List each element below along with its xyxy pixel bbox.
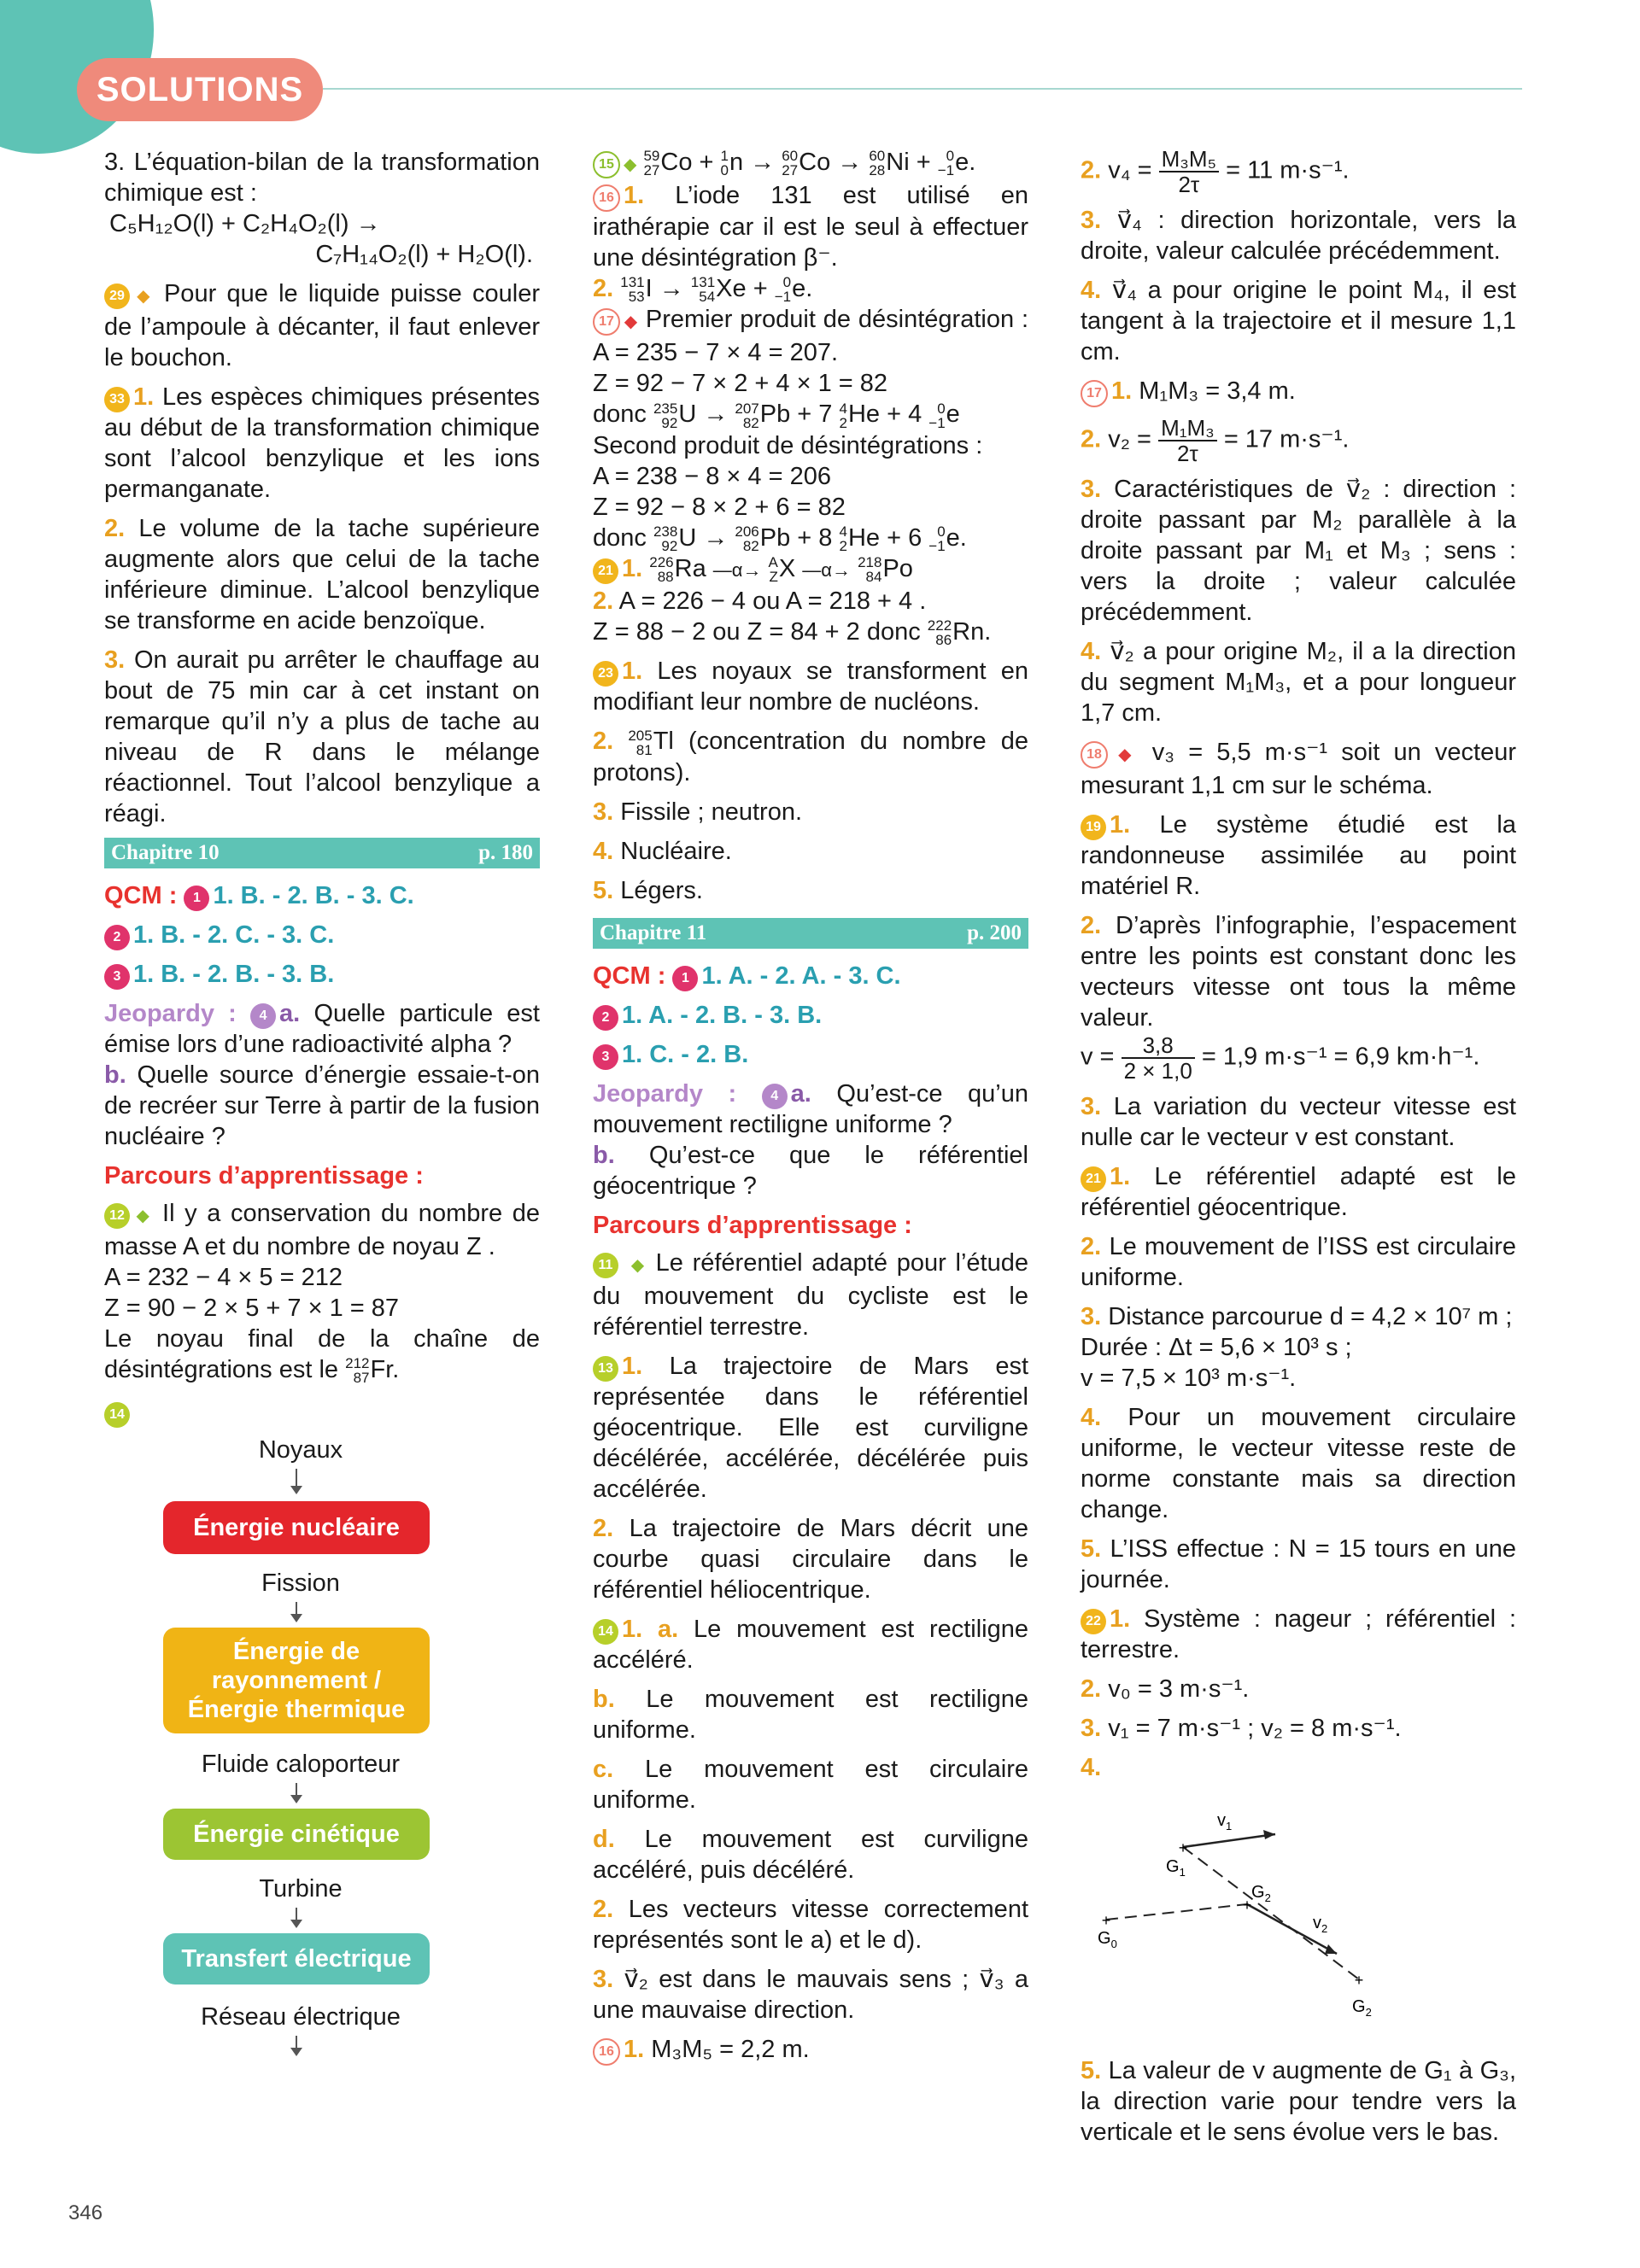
answer-13-1: 13 1. La trajectoire de Mars est représentée dans le référentiel géocentrique. Elle est curviligne décélérée, accélérée, décélérée puis accélérée. [593, 1352, 1028, 1503]
chapter-11-banner: Chapitre 11 p. 200 [593, 918, 1028, 949]
flow-energie-cinetique: Énergie cinétique [163, 1809, 430, 1860]
answer-16-2: 2. 131 53I → 131 54Xe + 0 −1e. [593, 274, 813, 306]
answer-23-5: 5. Légers. [593, 876, 703, 904]
answer-22-2: 2. v₀ = 3 m·s⁻¹. [1081, 1675, 1250, 1703]
answer-16b: 16 1. M₃M₅ = 2,2 m. [593, 2034, 1028, 2066]
flow-arrow [296, 2036, 297, 2055]
answer-33-2: 2. Le volume de la tache supérieure augmente alors que celui de la tache inférieure diminue. L’alcool benzylique se transforme en acide benzoïque. [104, 515, 541, 634]
answer-17-c3-4: 4. v⃗₂ a pour origine M₂, il a la direction du segment M₁M₃, et a pour longueur 1,7 cm. [1081, 638, 1516, 727]
answer-14-d: d. Le mouvement est curviligne accéléré, puis décéléré. [593, 1825, 1028, 1884]
answer-21-c3-3b: Durée : Δt = 5,6 × 10³ s ; [1081, 1334, 1352, 1361]
answer-12-line-2: Z = 90 − 2 × 5 + 7 × 1 = 87 [104, 1295, 400, 1322]
flow-arrow [296, 1469, 297, 1493]
answer-19-1: 19 1. Le système étudié est la randonneuse assimilée au point matériel R. [1081, 811, 1516, 900]
answer-17-c: Second produit de désintégrations : [593, 431, 983, 459]
jeopardy11-a: Jeopardy : 4 a. Qu’est-ce qu’un mouvement rectiligne uniforme ? [593, 1079, 1028, 1138]
flow-arrow [296, 1908, 297, 1926]
parcours-heading: Parcours d’apprentissage : [104, 1162, 424, 1190]
answer-17-b: Z = 92 − 7 × 2 + 4 × 1 = 82 [593, 370, 888, 398]
answer-17-eq1: donc 235 92U → 207 82Pb + 7 4 2He + 4 0 −1e [593, 400, 960, 431]
svg-text:G2: $G_2$ [1352, 1997, 1372, 2019]
jeopardy-a: Jeopardy : 4 a. Quelle particule est émise lors d’une radioactivité alpha ? [104, 1000, 540, 1058]
column-1 [104, 147, 540, 2101]
answer-22-3: 3. v₁ = 7 m·s⁻¹ ; v₂ = 8 m·s⁻¹. [1081, 1715, 1402, 1742]
answer-17-c3-1: 17 1. M₁M₃ = 3,4 m. [1081, 376, 1516, 407]
answer-14-3: 3. v⃗₂ est dans le mauvais sens ; v⃗₃ a une mauvaise direction. [593, 1965, 1028, 2024]
answer-14-2: 2. Les vecteurs vitesse correctement représentés sont le a) et le d). [593, 1895, 1029, 1954]
solutions-header: SOLUTIONS [77, 58, 323, 121]
svg-text:v1: $v_1$ [1217, 1811, 1233, 1833]
answer-18: 18 ◆ v₃ = 5,5 m·s⁻¹ soit un vecteur mesurant 1,1 cm sur le schéma. [1081, 739, 1516, 799]
answer-19-3: 3. La variation du vecteur vitesse est nulle car le vecteur v est constant. [1081, 1093, 1516, 1151]
answer-23-2: 2. 205 81Tl (concentration du nombre de protons). [593, 727, 1028, 786]
chapter-10-banner: Chapitre 10 p. 180 [104, 838, 540, 868]
answer-c3-4: 4. v⃗₄ a pour origine le point M₄, il est tangent à la trajectoire et il mesure 1,1 cm. [1081, 277, 1516, 365]
svg-text:+: + [1242, 1897, 1252, 1914]
answer-13-2: 2. La trajectoire de Mars décrit une courbe quasi circulaire dans le référentiel héliocentrique. [593, 1514, 1028, 1604]
svg-text:G2: $G_2$ [1251, 1883, 1271, 1904]
answer-15: 15 ◆ 59 27Co + 1 0n → 60 27Co → 60 28Ni + 0 −1e. [593, 147, 1028, 180]
answer-23-3: 3. Fissile ; neutron. [593, 798, 803, 826]
answer-14-c: c. Le mouvement est circulaire uniforme. [593, 1755, 1029, 1814]
flow-fluide-caloporteur: Fluide caloporteur [201, 1751, 401, 1779]
column-2 [593, 147, 1028, 2074]
column-3 [1081, 147, 1516, 2156]
flow-fission: Fission [261, 1569, 340, 1598]
svg-text:G0: $G_0$ [1098, 1929, 1117, 1950]
answer-21-c3-3c: v = 7,5 × 10³ m·s⁻¹. [1081, 1365, 1297, 1392]
svg-text:+: + [1101, 1912, 1111, 1929]
flow-arrow [296, 1602, 297, 1621]
flow-transfert-electrique: Transfert électrique [163, 1933, 430, 1984]
answer-17-c3-3: 3. Caractéristiques de v⃗₂ : direction : droite passant par M₂ parallèle à la droite passant par M₁ et M₃ ; sens : vers la droite ; valeur calculée précédemment. [1081, 476, 1516, 626]
answer-21-c3-3a: 3. Distance parcourue d = 4,2 × 10⁷ m ; [1081, 1303, 1513, 1330]
flow-energie-rayonnement: Énergie de rayonnement / Énergie thermique [163, 1628, 430, 1733]
answer-22-1: 22 1. Système : nageur ; référentiel : terrestre. [1081, 1605, 1517, 1663]
qcm-line-1: QCM : 1 1. B. - 2. B. - 3. C. [104, 882, 414, 909]
energy-flowchart [104, 1435, 540, 2101]
answer-33-3: 3. On aurait pu arrêter le chauffage au bout de 75 min car à cet instant on remarque qu’il n’y a plus de tache au niveau de R dans le mélange réactionnel. Tout l’alcool benzylique a réagi. [104, 646, 540, 827]
flow-noyaux: Noyaux [258, 1436, 343, 1464]
answer-23-4: 4. Nucléaire. [593, 837, 732, 865]
answer-12-line-1: A = 232 − 4 × 5 = 212 [104, 1264, 343, 1291]
answer-21-2b: Z = 88 − 2 ou Z = 84 + 2 donc 222 86Rn. [593, 617, 992, 649]
flow-arrow [296, 1783, 297, 1802]
svg-text:+: + [1354, 1972, 1364, 1989]
answer-12-line-3: Le noyau final de la chaîne de désintégrations est le 212 87Fr. [104, 1325, 540, 1387]
jeopardy-b: b. Quelle source d’énergie essaie-t-on de recréer sur Terre à partir de la fusion nucléaire ? [104, 1061, 541, 1150]
answer-14: 14 [104, 1397, 540, 1428]
answer-21-c3-5: 5. L’ISS effectue : N = 15 tours en une journée. [1081, 1535, 1517, 1593]
answer-c3-3: 3. v⃗₄ : direction horizontale, vers la droite, valeur calculée précédemment. [1081, 207, 1516, 265]
answer-19-2-formula: v = $\frac{3,8}{2 \times 1,0}$ = 1,9 m·s⁻¹ = 6,9 km·h⁻¹. [1081, 1032, 1480, 1084]
equation-line-2: C₇H₁₄O₂(l) + H₂O(l). [315, 241, 533, 268]
qcm-line-3: 3 1. B. - 2. B. - 3. B. [104, 959, 540, 990]
flow-energie-nucleaire: Énergie nucléaire [163, 1501, 430, 1554]
swimmer-trajectory-diagram [1081, 1792, 1516, 2048]
answer-21-c3-1: 21 1. Le référentiel adapté est le référentiel géocentrique. [1081, 1163, 1517, 1221]
qcm-line-2: 2 1. B. - 2. C. - 3. C. [104, 920, 540, 950]
answer-17-e: Z = 92 − 8 × 2 + 6 = 82 [593, 493, 846, 521]
page-number: 346 [68, 2201, 103, 2224]
answer-23-1: 23 1. Les noyaux se transforment en modifiant leur nombre de nucléons. [593, 658, 1029, 716]
answer-12: 12 ◆ Il y a conservation du nombre de masse A et du nombre de noyau Z . [104, 1200, 540, 1260]
jeopardy11-b: b. Qu’est-ce que le référentiel géocentrique ? [593, 1141, 1029, 1200]
equation-line-1: C₅H₁₂O(l) + C₂H₄O₂(l) → [109, 210, 381, 237]
svg-text:G1: $G_1$ [1166, 1857, 1186, 1879]
answer-17-c3-2: 2. v₂ = $\frac{\text{M₁M₃}}{2\tau}$ = 17 m·s⁻¹. [1081, 415, 1350, 466]
svg-text:+: + [1178, 1839, 1188, 1856]
answer-21: 21 1. 226 88Ra —α→ A ZX —α→ 218 84Po [593, 553, 1028, 586]
answer-22-4: 4. [1081, 1754, 1102, 1781]
answer-21-c3-4: 4. Pour un mouvement circulaire uniforme, le vecteur vitesse reste de norme constante mais sa direction change. [1081, 1404, 1516, 1523]
header-rule [323, 88, 1522, 90]
answer-33-1: 33 1. Les espèces chimiques présentes au début de la transformation chimique sont l’alcool benzylique et les ions permanganate. [104, 383, 540, 503]
answer-19-2: 2. D’après l’infographie, l’espacement entre les points est constant donc les vecteurs vitesse ont tous la même valeur. [1081, 912, 1516, 1032]
qcm11-line-2: 2 1. A. - 2. B. - 3. B. [593, 1000, 1028, 1031]
answer-14-a: 14 1. a. Le mouvement est rectiligne accéléré. [593, 1615, 1029, 1674]
svg-text:v2: $v_2$ [1313, 1914, 1328, 1935]
qcm11-line-1: QCM : 1 1. A. - 2. A. - 3. C. [593, 962, 901, 990]
answer-14-b: b. Le mouvement est rectiligne uniforme. [593, 1685, 1029, 1744]
answer-17-d: A = 238 − 8 × 4 = 206 [593, 462, 831, 490]
answer-29: 29 ◆ Pour que le liquide puisse couler de l’ampoule à décanter, il faut enlever le bouchon. [104, 280, 540, 371]
answer-17: 17 ◆ Premier produit de désintégration : A = 235 − 7 × 4 = 207. [593, 306, 1029, 367]
qcm11-line-3: 3 1. C. - 2. B. [593, 1039, 1028, 1070]
answer-16: 16 1. L’iode 131 est utilisé en irathérapie car il est le seul à effectuer une désintégration β⁻. [593, 182, 1028, 272]
answer-c3-2: 2. v₄ = $\frac{\text{M₃M₅}}{2\tau}$ = 11 m·s⁻¹. [1081, 146, 1350, 197]
answer-22-5: 5. La valeur de v augmente de G₁ à G₃, la direction varie pour tendre vers la verticale et le sens évolue vers le bas. [1081, 2057, 1517, 2146]
parcours11-heading: Parcours d’apprentissage : [593, 1211, 912, 1239]
answer-17-eq2: donc 238 92U → 206 82Pb + 8 4 2He + 6 0 −1e. [593, 523, 967, 555]
answer-11: 11 ◆ Le référentiel adapté pour l’étude du mouvement du cycliste est le référentiel terrestre. [593, 1248, 1028, 1341]
answer-21-c3-2: 2. Le mouvement de l’ISS est circulaire uniforme. [1081, 1233, 1517, 1291]
flow-turbine: Turbine [259, 1875, 343, 1903]
flow-reseau-electrique: Réseau électrique [201, 2003, 401, 2031]
answer-3: 3. L’équation-bilan de la transformation chimique est : [104, 149, 540, 207]
answer-21-2a: 2. A = 226 − 4 ou A = 218 + 4 . [593, 587, 927, 616]
